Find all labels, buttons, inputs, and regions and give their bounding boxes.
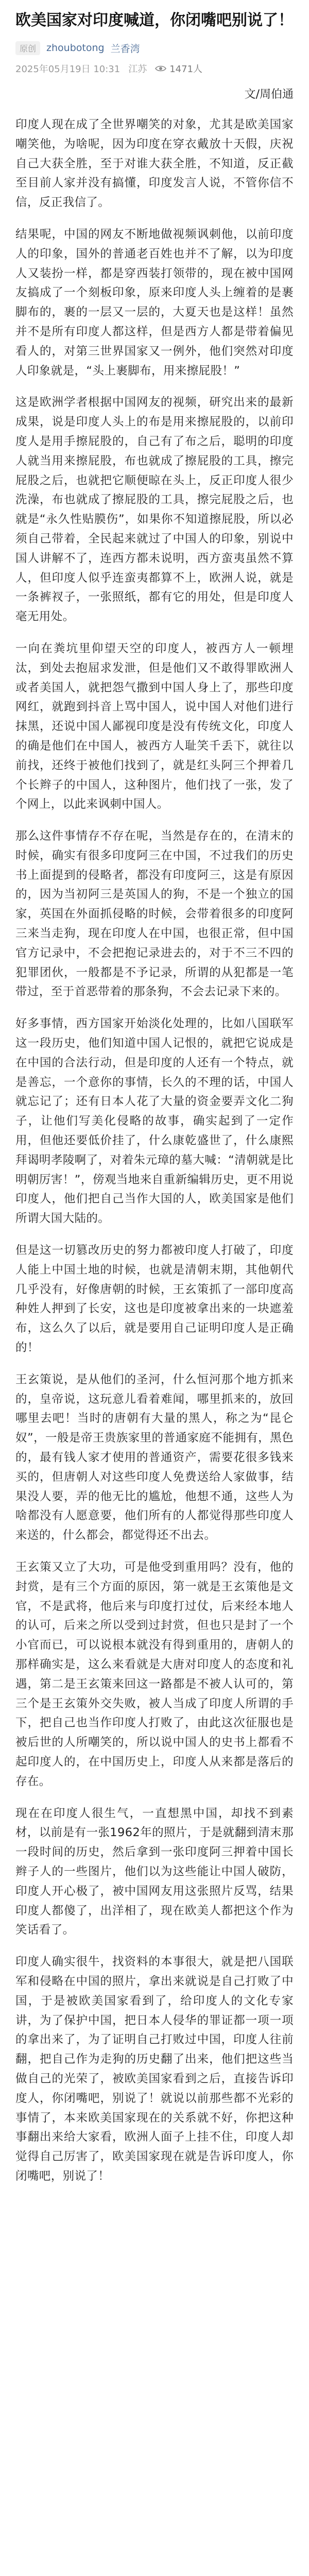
article-title: 欧美国家对印度喊道，你闭嘴吧别说了！ [15,11,294,29]
eye-icon [155,65,166,72]
article-paragraph: 印度人现在成了全世界嘲笑的对象，尤其是欧美国家嘲笑他，为啥呢，因为印度在穿衣戴放十天假，庆祝自己大获全胜，至于对谁大获全胜，不知道，反正截至目前人家并没有搞懂，印度发言人说，不管你信不信，反正我信了。 [15,118,294,210]
article-submeta [15,61,294,76]
article-paragraph: 一向在粪坑里仰望天空的印度人，被西方人一顿埋汰，到处去抱屈求发泄，但是他们又不敢得罪欧洲人或者美国人，就把怨气撒到中国人身上了，那些印度网红，就跑到抖音上骂中国人，说中国人对他们进行抹黑，还说中国人鄙视印度是没有传统文化，印度人的确是他们在中国人，被西方人耻笑千丢下，就往以前找，还终于被他们找到了，就是红头阿三个押着几个长辫子的中国人，这种图片，他们找了一张，发了个网上，以此来讽刺中国人。 [15,641,294,811]
original-badge: 原创 [15,41,40,55]
article-meta [15,39,294,57]
article-byline: 文/周伯通 [244,88,294,101]
article-paragraph: 但是这一切篡改历史的努力都被印度人打破了，印度人能上中国土地的时候，也就是清朝末期，其他朝代几乎没有，好像唐朝的时候，王玄策抓了一部印度高种姓人押到了长安，这也是印度被拿出来的一块遮羞布，这么久了以后，就是要用自己证明印度人是正确的！ [15,1244,294,1355]
article-paragraph: 那么这件事情存不存在呢，当然是存在的，在清末的时候，确实有很多印度阿三在中国，不过我们的历史书上面提到的侵略者，都没有印度阿三，这是有原因的，因为当初阿三是英国人的狗，不是一个独立的国家，英国在外面抓侵略的时候，会带着很多的印度阿三来当走狗，现在印度人在中国，也很正常，但中国官方记录中，不会把抱记录进去的，对于不三不四的犯罪团伙，一般都是不予记录，所谓的从犯都是一笔带过，至于首恶带着的那条狗，不会去记录下来的。 [15,829,294,999]
article-paragraph: 王玄策又立了大功，可是他受到重用吗？没有，他的封赏，是有三个方面的原因，第一就是王玄策他是文官，不是武将，他后来与印度打过仗，后来经本地人的认可，后来之所以受到过封赏，但也只是封了一个小官而已，可以说根本就没有得到重用的，唐朝人的那样确实是，这么来看就是大唐对印度人的态度和礼遇，第二是王玄策来回这一路都是不被人认可的，第三个是王玄策外交失败，被人当成了印度人所谓的手下，把自己也当作印度人打败了，由此这次征服也是被后世的人所嘲笑的，所以说中国人的史书上都看不起印度人的，在中国历史上，印度人从来都是落后的存在。 [15,1560,294,1788]
author-link[interactable]: zhoubotong [46,42,105,54]
article-paragraph: 结果呢，中国的网友不断地做视频讽刺他，以前印度人的印象，国外的普通老百姓也并不了解，以为印度人又装扮一样，都是穿西装打领带的，现在被中国网友搞成了一个刻板印象，原来印度人头上缠着的是裹脚布的，裹的一层又一层的，大夏天也是这样！虽然并不是所有印度人都这样，但是西方人都是带着偏见看人的，对第三世界国家又一例外，他们突然对印度人印象就是，“头上裹脚布，用来擦屁股！” [15,227,294,378]
article-paragraph: 印度人确实很牛，找资料的本事很大，就是把八国联军和侵略在中国的照片，拿出来就说是自己打败了中国，于是被欧美国家看到了，给印度人的文化专家讲，为了保护中国，把日本人侵华的罪证都一项一项的拿出来了，为了证明自己打败过中国，印度人往前翻，把自己作为走狗的历史翻了出来，他们把这些当做自己的光荣了，被欧美国家看到之后，直接告诉印度人，你闭嘴吧，别说了！就说以前那些都不光彩的事情了，本来欧美国家现在的关系就不好，你把这种事翻出来给大家看，欧洲人面子上挂不住，印度人却觉得自己厉害了，欧美国家现在就是告诉印度人，你闭嘴吧，别说了！ [15,1955,294,2183]
article-paragraph: 这是欧洲学者根据中国网友的视频，研究出来的最新成果，说是印度人头上的布是用来擦屁股的，以前印度人是用手擦屁股的，自己有了布之后，聪明的印度人就当用来擦屁股，布也就成了擦屁股的工具，擦完屁股之后，也就把它顺便晾在头上，反正印度人很少洗澡，布也就成了擦屁股的工具，擦完屁股之后，也就是“永久性贴膜伤”，如果你不知道擦屁股，所以必须自己带着，全民起来就过了中国人的印象，别说中国人讲解不了，连西方都未说明，西方蛮夷虽然不算人，但印度人似乎连蛮夷都算不上，欧洲人说，就是一条裤衩子，一张照纸，都有它的用处，但是印度人毫无用处。 [15,396,294,624]
article-paragraph: 王玄策说，是从他们的圣河，什么恒河那个地方抓来的，皇帝说，这玩意儿看着难闻，哪里抓来的，放回哪里去吧！当时的唐朝有大量的黑人，称之为“昆仑奴”，一般是帝王贵族家里的普通家庭不能拥有，黑色的，最有钱人家才使用的普通资产，需要花很多钱来买的，但唐朝人对这些印度人免费送给人家做事，结果没人要，弄的他无比的尴尬，他想不通，这些人为啥都没有人愿意要，他们所有的人都觉得那些印度人来送的，什么都会，都觉得还不出去。 [15,1372,294,1543]
publish-location: 江苏 [128,64,147,75]
article-paragraph: 现在在印度人很生气，一直想黑中国，却找不到素材，以前是有一张1962年的照片，于是就翻到清末那一段时间的历史，然后拿到一张印度阿三押着中国长辫子人的一些图片，他们以为这些能让中国人破防，印度人开心极了，被中国网友用这张照片反骂，结果印度人都傻了，出洋相了，现在欧美人都把这个作为笑话看了。 [15,1806,294,1937]
view-count [155,62,202,75]
column-link[interactable]: 兰香湾 [110,43,140,55]
publish-datetime: 2025年05月19日 10:31 [15,64,121,75]
view-count-value: 1471人 [169,64,203,75]
article-paragraph: 好多事情，西方国家开始淡化处理的，比如八国联军这一段历史，他们知道中国人记恨的，就把它说成是在中国的合法行动，但是印度的人还有一个特点，就是善忘，一个意你的事情，长久的不理的话，中国人就忘记了；还有日本人花了大量的资金要弄文化二狗子，让他们写美化侵略的故事，确实起到了一定作用，但他还要低价挂了，什么康乾盛世了，什么康熙拜谒明孝陵啊了，对着朱元璋的墓大喊：“清朝就是比明朝厉害！”，傍观当地来自重新编辑历史，更不用说印度人，他们把自己当作大国的人，欧美国家是他们所谓大国大陆的。 [15,1017,294,1226]
